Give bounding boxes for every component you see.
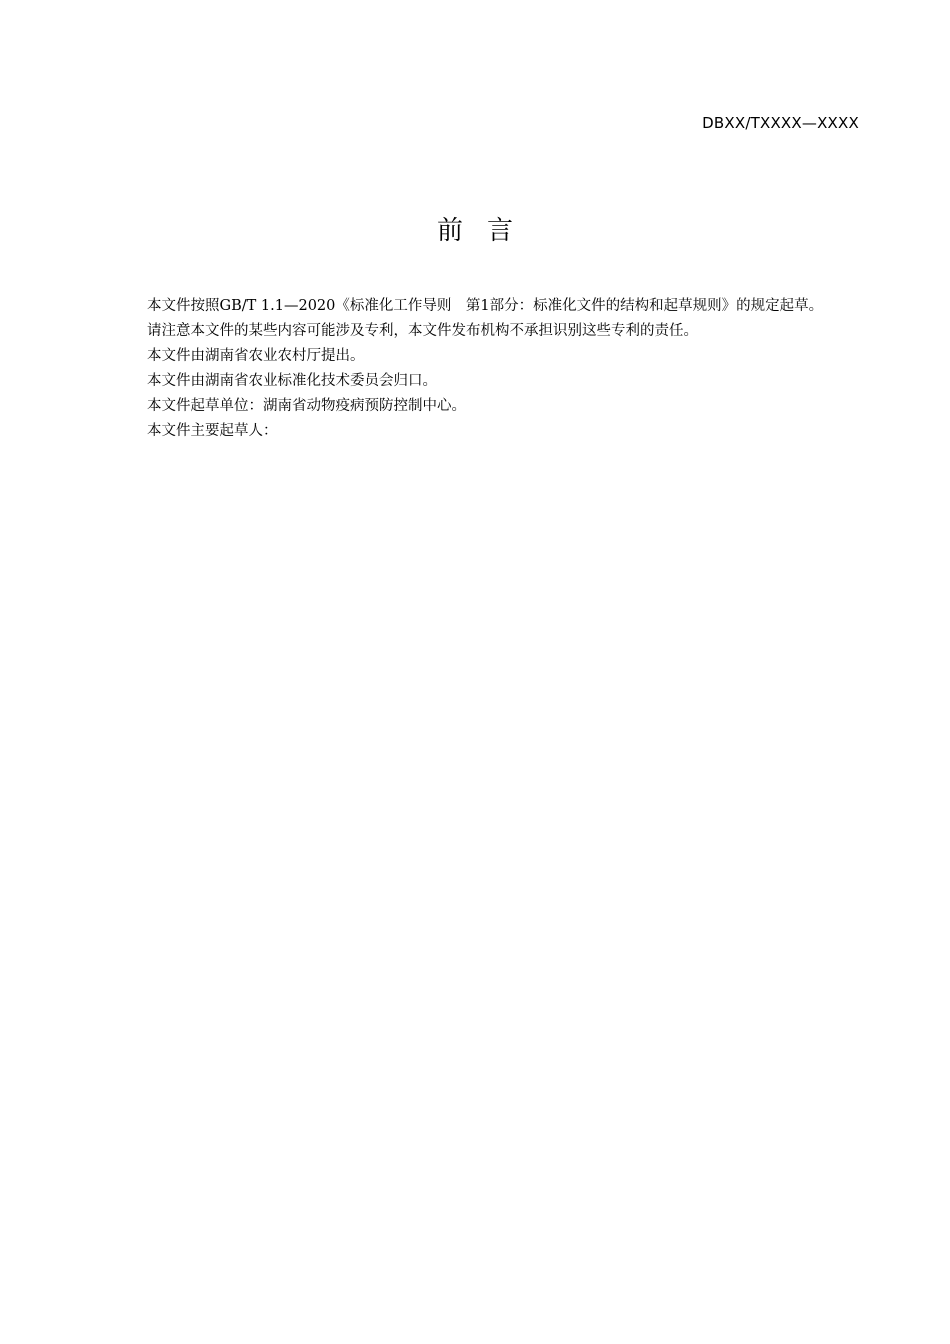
paragraph-main-drafters: 本文件主要起草人：: [147, 423, 278, 439]
paragraph-proposer: 本文件由湖南省农业农村厅提出。: [147, 348, 365, 364]
paragraph-drafting-organization: 本文件起草单位：湖南省动物疫病预防控制中心。: [147, 398, 466, 414]
paragraph-patent-notice: 请注意本文件的某些内容可能涉及专利，本文件发布机构不承担识别这些专利的责任。: [147, 323, 698, 339]
page-title: 前言: [436, 216, 537, 246]
paragraph-drafting-rules: 本文件按照GB/T 1.1—2020《标准化工作导则 第1部分：标准化文件的结构和起草规则》的规定起草。: [147, 298, 824, 314]
paragraph-technical-committee: 本文件由湖南省农业标准化技术委员会归口。: [147, 373, 437, 389]
document-code: DBXX/TXXXX—XXXX: [702, 114, 859, 132]
foreword-body: [113, 294, 860, 444]
